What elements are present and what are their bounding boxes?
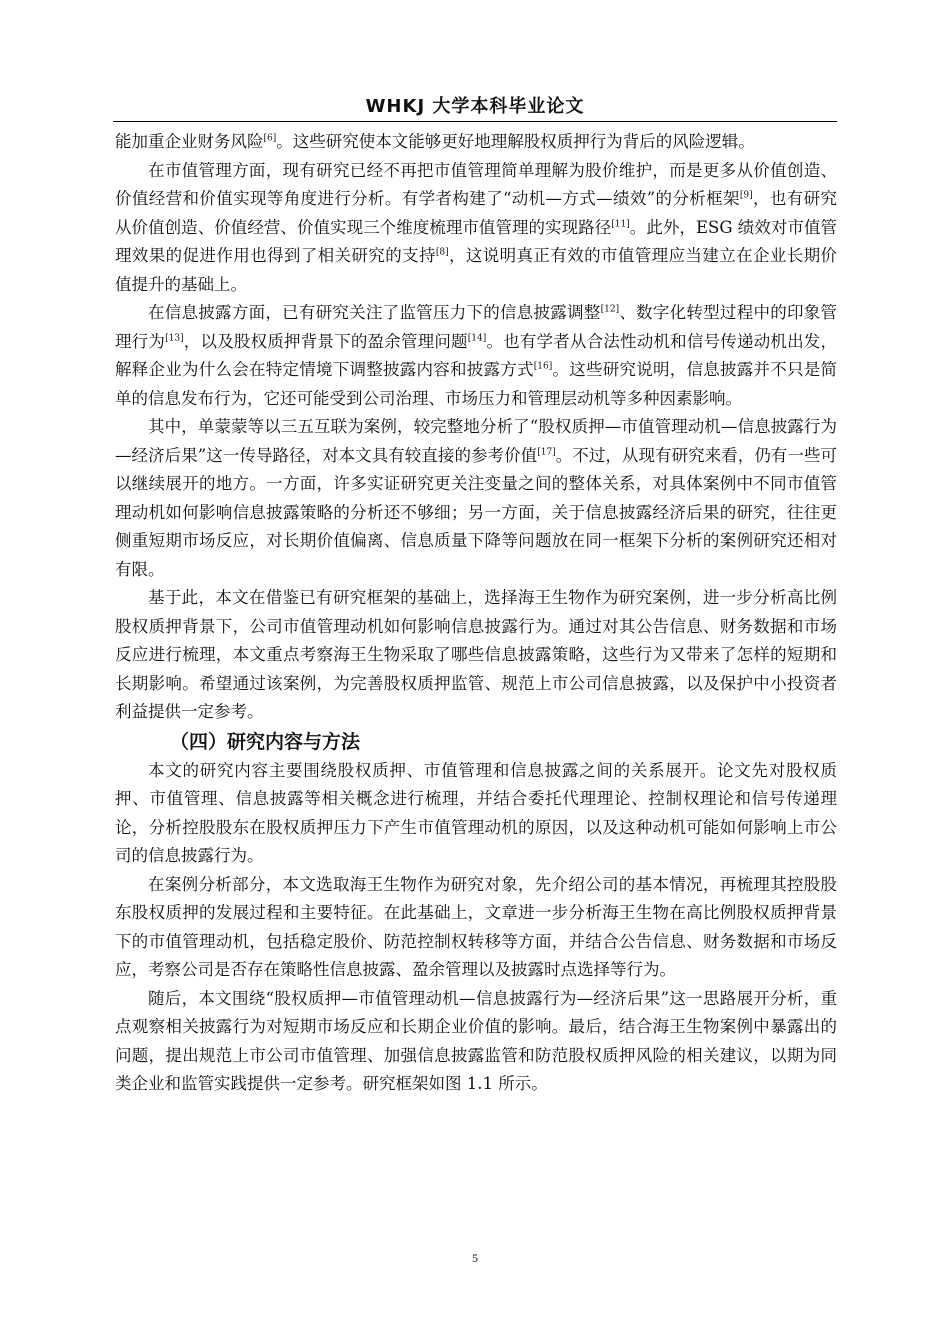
body-paragraph: 本文的研究内容主要围绕股权质押、市值管理和信息披露之间的关系展开。论文先对股权质押、市值管理、信息披露等相关概念进行梳理，并结合委托代理理论、控制权理论和信号传递理论，分析控股股东在股权质押压力下产生市值管理动机的原因，以及这种动机可能如何影响上市公司的信息披露行为。 [115, 760, 837, 865]
citation: [17] [537, 447, 556, 457]
citation: [6] [263, 133, 277, 144]
paragraph-text: ，也有研究从价值创造、价值经营、价值实现三个维度梳理市值管理的实现路径 [115, 189, 838, 237]
paragraph-text: 。此外，ESG 绩效对市值管理效果的促进作用也得到了相关研究的支持 [115, 217, 838, 265]
paragraph-text: 。这些研究使本文能够更好地理解股权质押行为背后的风险逻辑。 [276, 132, 755, 151]
section-heading: （四）研究内容与方法 [170, 730, 361, 753]
body-paragraph [115, 128, 837, 157]
page-number: 5 [472, 1251, 478, 1265]
paragraph-text: 其中，单蒙蒙等以三五互联为案例，较完整地分析了“股权质押—市值管理动机—信息披露行为—经济后果”这一传导路径，对本文具有较直接的参考价值 [115, 417, 837, 465]
body-paragraph [115, 299, 837, 413]
body-paragraph: 随后，本文围绕“股权质押—市值管理动机—信息披露行为—经济后果”这一思路展开分析，重点观察相关披露行为对短期市场反应和长期企业价值的影响。最后，结合海王生物案例中暴露出的问题，提出规范上市公司市值管理、加强信息披露监管和防范股权质押风险的相关建议，以期为同类企业和监管实践提供一定参考。研究框架如图 1.1 所示。 [115, 988, 837, 1093]
paragraph-text: 在信息披露方面，已有研究关注了监管压力下的信息披露调整 [148, 303, 601, 322]
citation: [14] [467, 333, 487, 343]
paragraph-text: 。不过，从现有研究来看，仍有一些可以继续展开的地方。一方面，许多实证研究更关注变量之间的整体关系，对具体案例中不同市值管理动机如何影响信息披露策略的分析还不够细；另一方面，关于信息披露经济后果的研究，往往更侧重短期市场反应，对长期价值偏离、信息质量下降等问题放在同一框架下分析的案例研究还相对有限。 [115, 445, 838, 579]
page-body [115, 128, 837, 1099]
citation: [13] [165, 333, 184, 343]
paragraph-text: 。也有学者从合法性动机和信号传递动机出发，解释企业为什么会在特定情境下调整披露内容和披露方式 [115, 331, 837, 379]
paragraph-text: 。这些研究说明，信息披露并不只是简单的信息发布行为，它还可能受到公司治理、市场压力和管理层动机等多种因素影响。 [115, 360, 838, 408]
page-header: WHKJ 大学本科毕业论文 [365, 96, 585, 117]
paragraph-text: 在市值管理方面，现有研究已经不再把市值管理简单理解为股价维护，而是更多从价值创造、价值经营和价值实现等角度进行分析。有学者构建了“动机—方式—绩效”的分析框架 [115, 160, 837, 208]
paragraph-text: ，以及股权质押背景下的盈余管理问题 [183, 331, 468, 351]
citation: [12] [600, 304, 620, 315]
citation: [16] [533, 361, 553, 372]
body-paragraph [115, 413, 837, 584]
paragraph-text: 能加重企业财务风险 [115, 132, 264, 151]
body-paragraph: 在案例分析部分，本文选取海王生物作为研究对象，先介绍公司的基本情况，再梳理其控股股东股权质押的发展过程和主要特征。在此基础上，文章进一步分析海王生物在高比例股权质押背景下的市值管理动机，包括稳定股价、防范控制权转移等方面，并结合公告信息、财务数据和市场反应，考察公司是否存在策略性信息披露、盈余管理以及披露时点选择等行为。 [115, 874, 837, 979]
citation: [11] [611, 219, 630, 229]
header-divider [113, 121, 837, 122]
paragraph-text: 、数字化转型过程中的印象管理行为 [115, 303, 838, 351]
citation: [9] [739, 190, 753, 201]
body-paragraph [115, 584, 837, 727]
citation: [8] [435, 247, 449, 258]
body-paragraph [115, 157, 837, 300]
paragraph-text: 基于此，本文在借鉴已有研究框架的基础上，选择海王生物作为研究案例，进一步分析高比例股权质押背景下，公司市值管理动机如何影响信息披露行为。通过对其公告信息、财务数据和市场反应进行梳理，本文重点考察海王生物采取了哪些信息披露策略，这些行为又带来了怎样的短期和长期影响。希望通过该案例，为完善股权质押监管、规范上市公司信息披露，以及保护中小投资者利益提供一定参考。 [115, 588, 837, 721]
paragraph-text: ，这说明真正有效的市值管理应当建立在企业长期价值提升的基础上。 [115, 246, 838, 294]
